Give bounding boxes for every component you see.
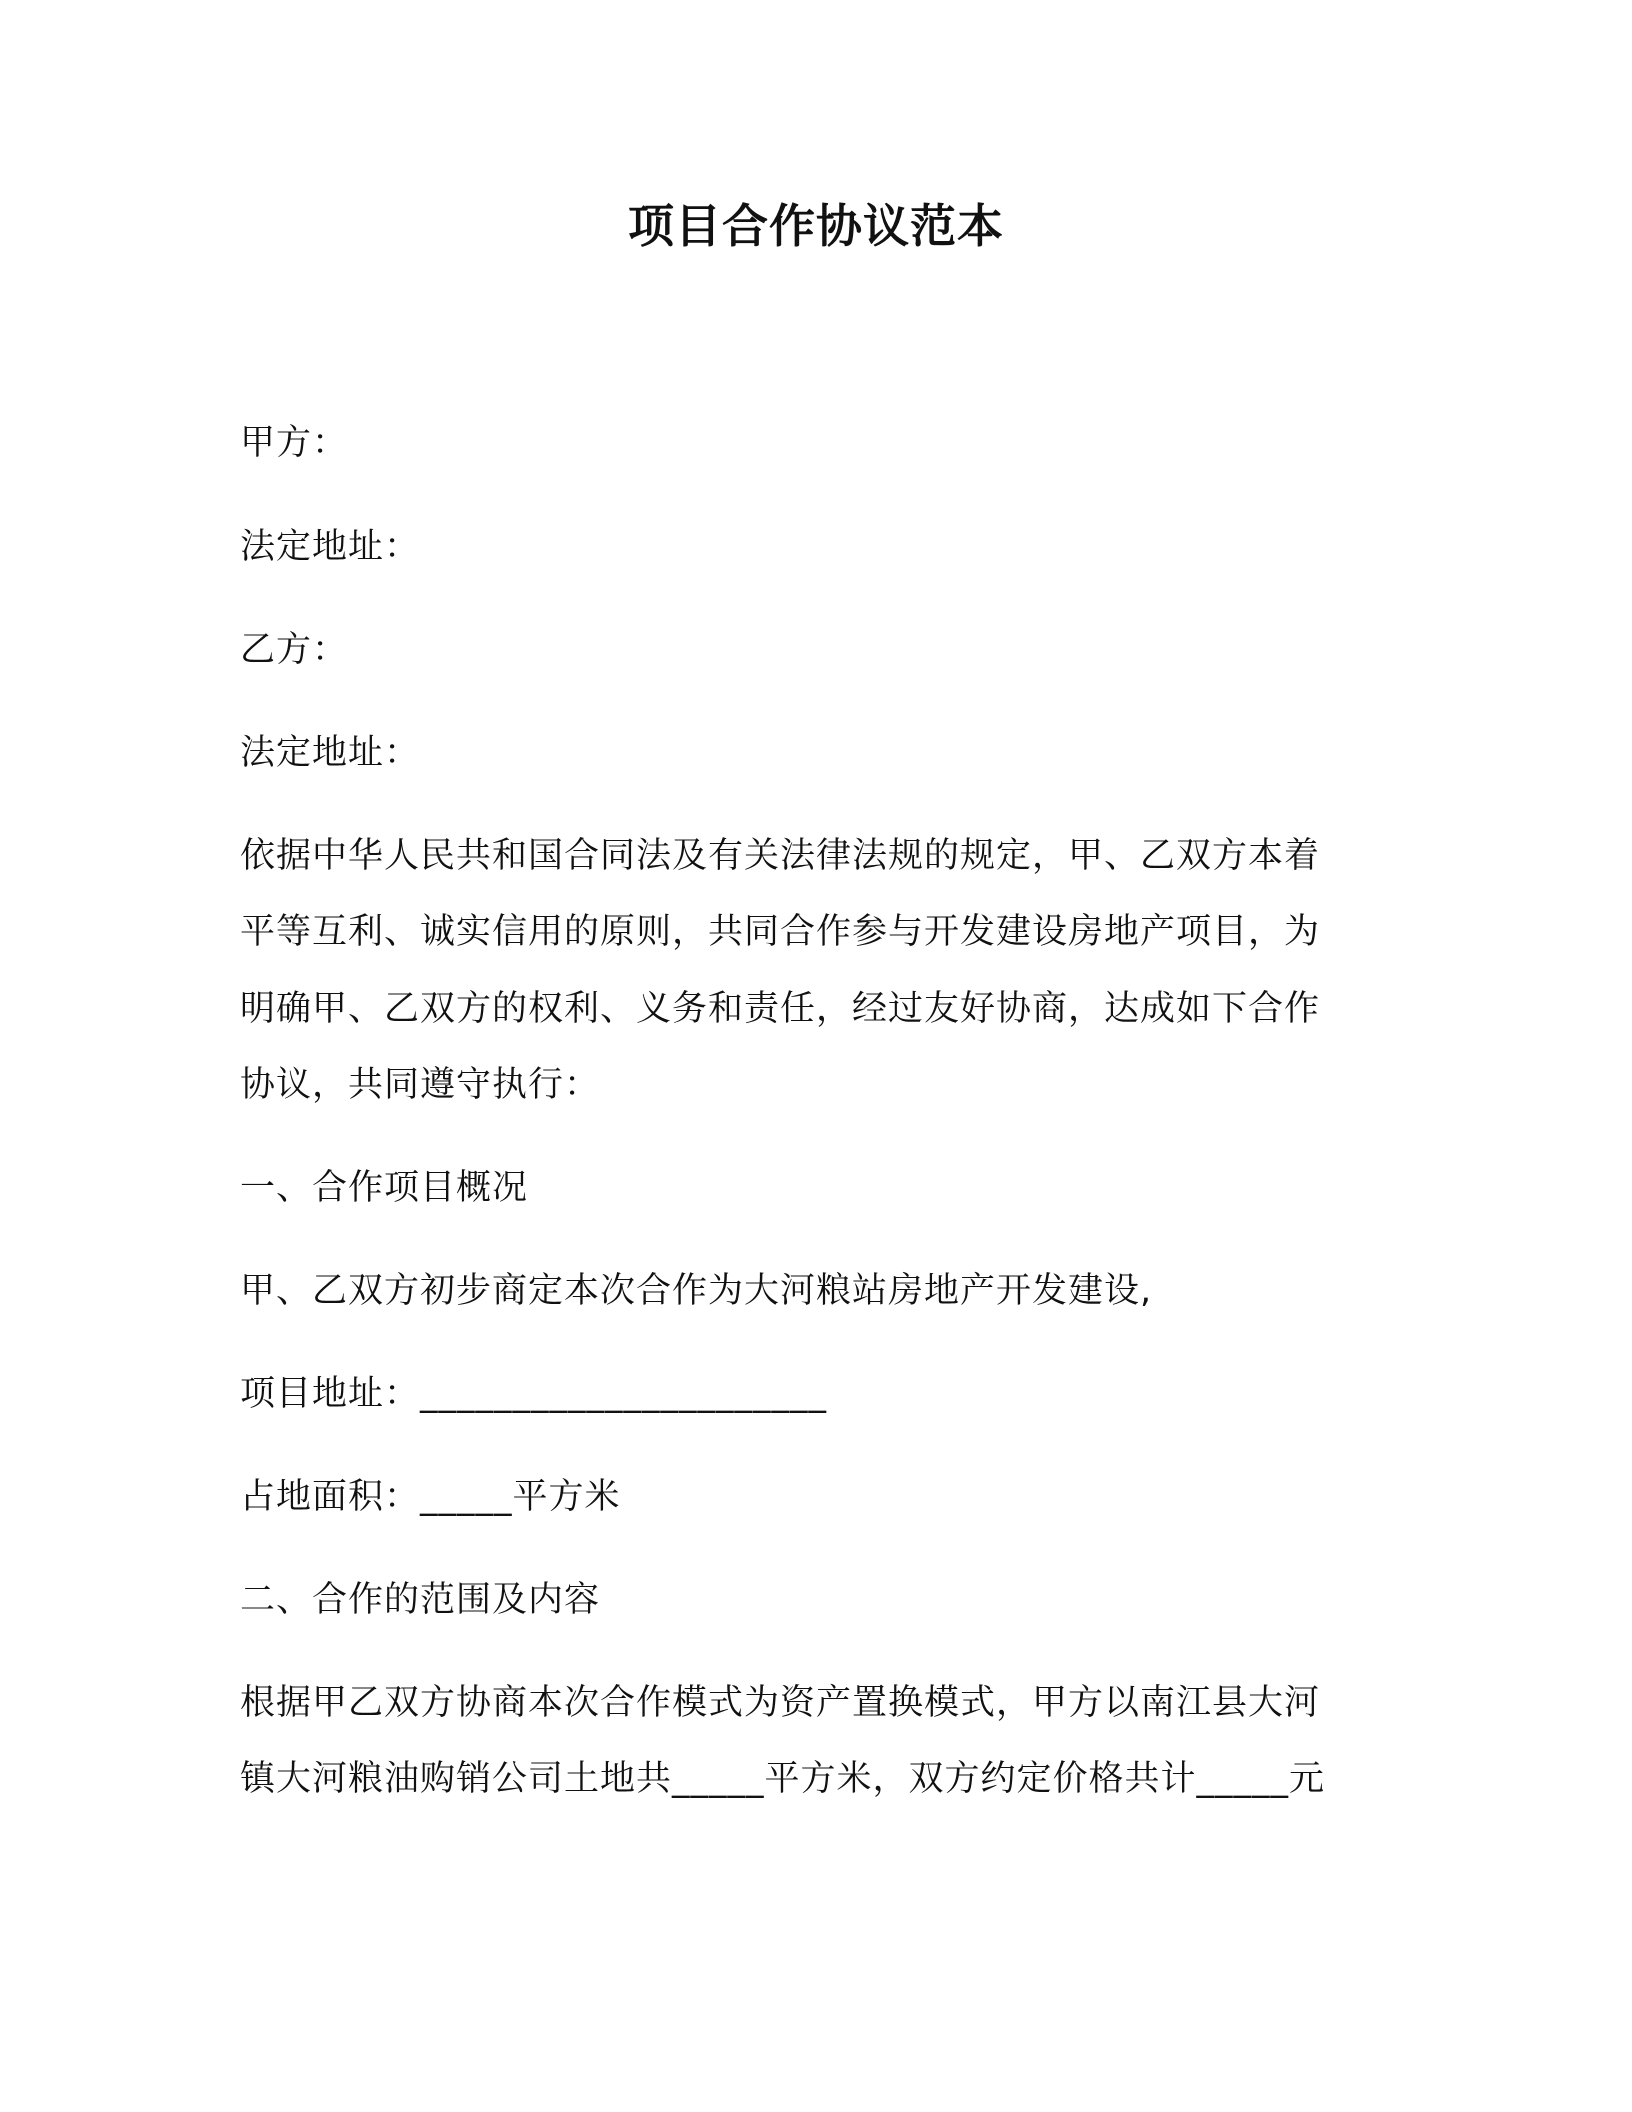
land-area-field: 占地面积：_____平方米	[240, 1477, 621, 1517]
party-b-label: 乙方：	[240, 630, 349, 670]
party-b-address-label: 法定地址：	[240, 733, 421, 773]
party-a-address-label: 法定地址：	[240, 527, 421, 567]
intro-line: 平等互利、诚实信用的原则，共同合作参与开发建设房地产项目，为	[240, 912, 1321, 952]
section2-line: 根据甲乙双方协商本次合作模式为资产置换模式，甲方以南江县大河	[240, 1683, 1321, 1723]
intro-line: 明确甲、乙双方的权利、义务和责任，经过友好协商，达成如下合作	[240, 989, 1321, 1029]
section2-heading: 二、合作的范围及内容	[240, 1580, 601, 1620]
intro-line: 协议，共同遵守执行：	[240, 1065, 601, 1105]
section1-heading: 一、合作项目概况	[240, 1168, 529, 1208]
section2-line: 镇大河粮油购销公司土地共_____平方米，双方约定价格共计_____元	[240, 1759, 1326, 1799]
party-a-label: 甲方：	[240, 423, 349, 463]
intro-line: 依据中华人民共和国合同法及有关法律法规的规定，甲、乙双方本着	[240, 836, 1321, 876]
document-title: 项目合作协议范本	[628, 199, 1004, 253]
project-address-field: 项目地址：______________________	[240, 1374, 828, 1414]
section1-text: 甲、乙双方初步商定本次合作为大河粮站房地产开发建设,	[240, 1271, 1153, 1311]
